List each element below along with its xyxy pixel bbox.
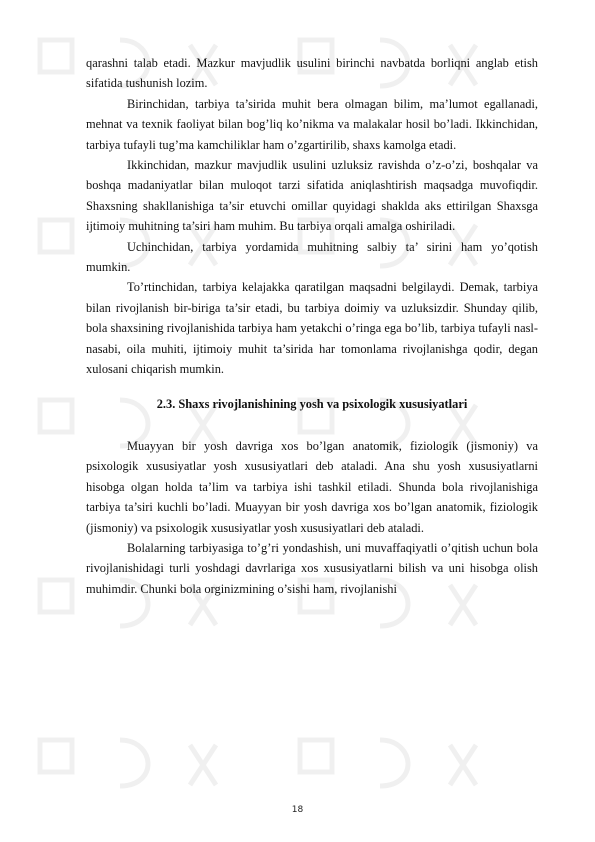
paragraph: Birinchidan, tarbiya ta’sirida muhit bera olmagan bilim, ma’lumot egallanadi, mehnat va texnik faoliyat bilan bog’liq ko’nikma va malakalar hosil bo’ladi. Ikkinchidan, tarbiya tufayli tug’ma kamchiliklar ham o’zgartirilib, shaxs kamolga etadi. <box>86 96 538 152</box>
paragraph: Bolalarning tarbiyasiga to’g’ri yondashish, uni muvaffaqiyatli o’qitish uchun bola rivojlanishidagi turli yoshdagi davrlariga xos xususiyatlarni bilish va uni hisobga olish muhimdir. Chunki bola orginizmining o’sishi ham, rivojlanishi <box>86 540 538 596</box>
paragraph: Uchinchidan, tarbiya yordamida muhitning salbiy ta’ sirini ham yo’qotish mumkin. <box>86 239 538 275</box>
paragraph: To’rtinchidan, tarbiya kelajakka qaratilgan maqsadni belgilaydi. Demak, tarbiya bilan rivojlanish bir-biriga ta’sir etadi, bu tarbiya doimiy va uzluksizdir. Shunday qilib, bola shaxsining rivojlanishida tarbiya ham yetakchi o’ringa ega bo’lib, tarbiya tufayli nasl-nasabi, oila muhiti, ijtimoiy muhit ta’sirida har tomonlama rivojlanishga qodir, degan xulosani chiqarish mumkin. <box>86 280 538 377</box>
section-heading: 2.3. Shaxs rivojlanishining yosh va psixologik xususiyatlari <box>156 396 468 411</box>
paragraph: Muayyan bir yosh davriga xos bo’lgan anatomik, fiziologik (jismoniy) va psixologik xususiyatlar yosh xususiyatlari deb ataladi. Ana shu yosh xususiyatlarni hisobga olgan holda ta’lim va tarbiya ishi tashkil etiladi. Shunda bola rivojlanishiga tarbiya ta’siri kuchli bo’ladi. Muayyan bir yosh davriga xos bo’lgan anatomik, fiziologik (jismoniy) va psixologik xususiyatlar yosh xususiyatlari deb ataladi. <box>86 438 538 535</box>
body-text <box>86 53 538 599</box>
paragraph-continuation: qarashni talab etadi. Mazkur mavjudlik usulini birinchi navbatda borliqni anglab etish sifatida tushunish lozim. <box>86 56 538 91</box>
page-number: 18 <box>291 805 304 815</box>
paragraph: Ikkinchidan, mazkur mavjudlik usulini uzluksiz ravishda o’z-o’zi, boshqalar va boshqa madaniyatlar bilan muloqot tarzi sifatida aniqlashtirish maqsadga muvofiqdir. Shaxsning shakllanishiga ta’sir etuvchi omillar quyidagi shaklda aks ettirilgan Shaxsga ijtimoiy muhitning ta’siri ham muhim. Bu tarbiya orqali amalga oshiriladi. <box>86 158 538 234</box>
